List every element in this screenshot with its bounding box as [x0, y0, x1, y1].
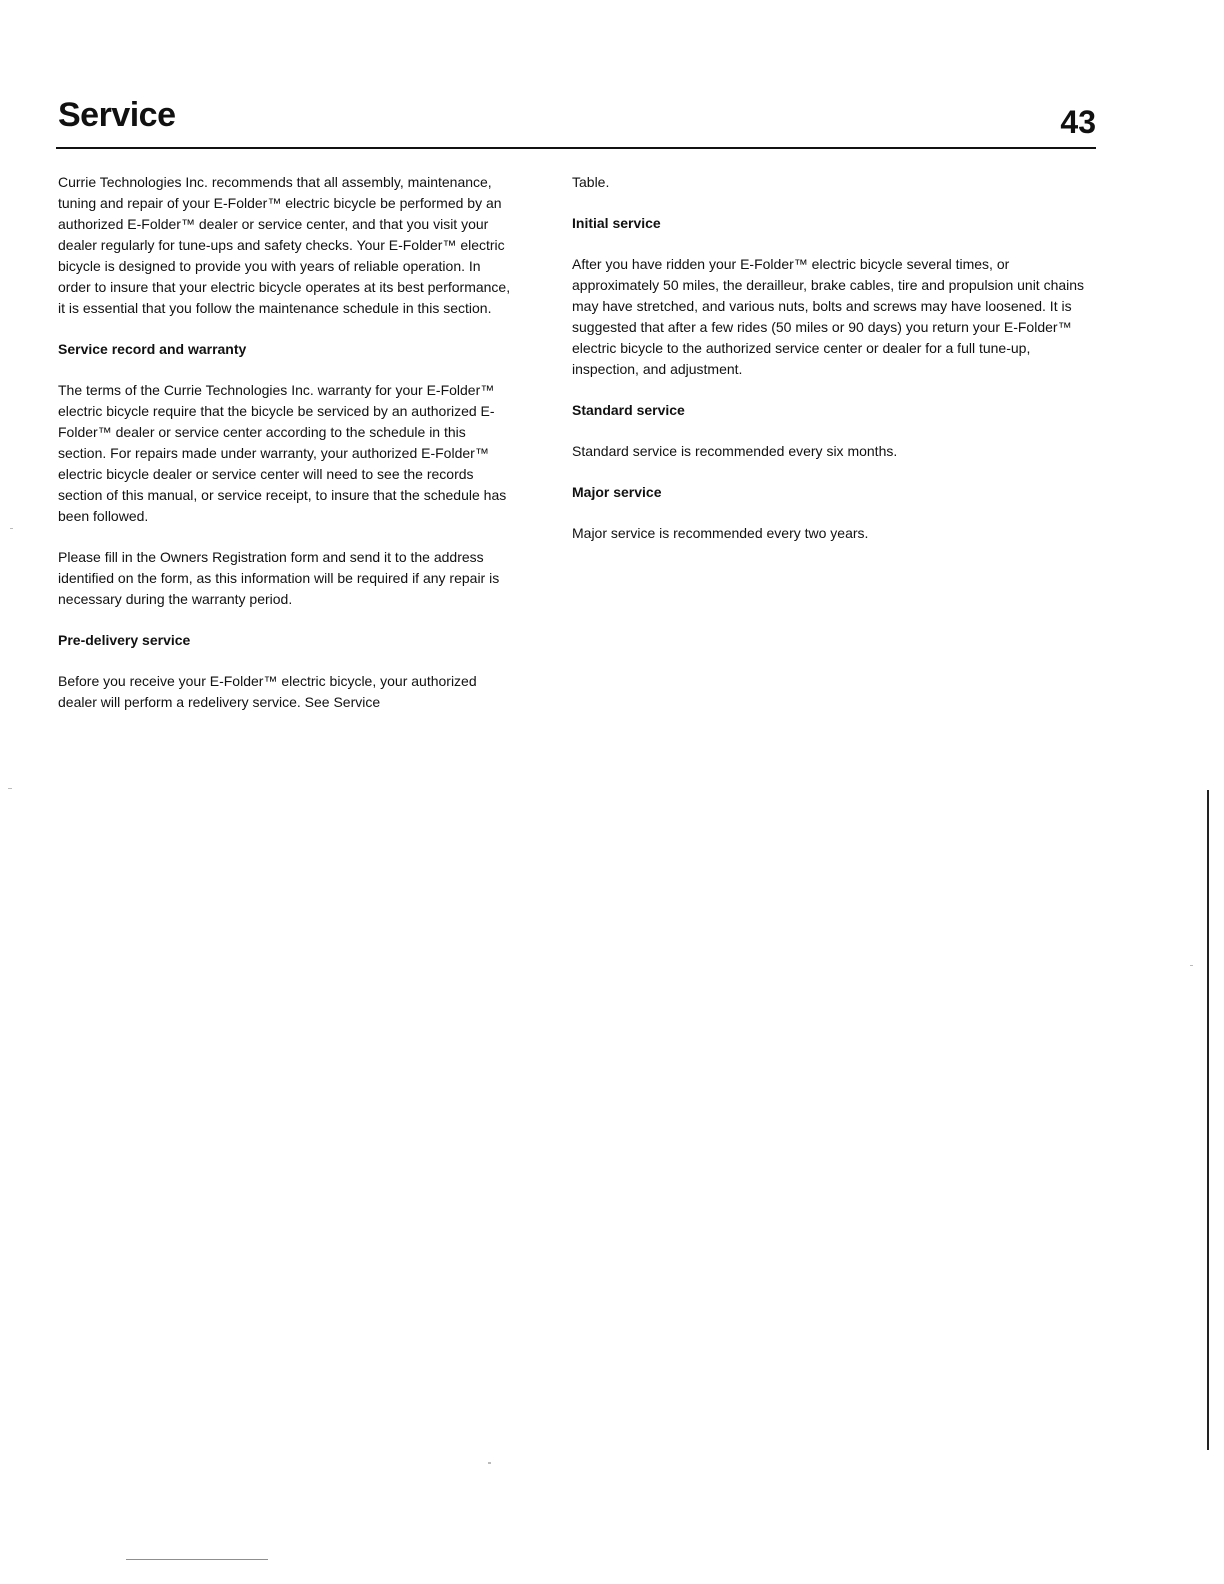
page-title: Service — [58, 96, 176, 134]
page-number: 43 — [1060, 104, 1096, 140]
predelivery-heading: Pre-delivery service — [58, 632, 191, 648]
footer-line — [126, 1559, 268, 1560]
standard-service-paragraph: Standard service is recommended every six months. — [572, 443, 898, 459]
header-rule — [56, 147, 1096, 149]
intro-paragraph: Currie Technologies Inc. recommends that all assembly, maintenance, tuning and repair of your E-Folder™ electric bicycle be performed by an authorized E-Folder™ dealer or service center, and that you visit your dealer regularly for tune-ups and safety checks. Your E-Folder™ electric bicycle is designed to provide you with years of reliable operation. In order to insure that your electric bicycle operates at its best performance, it is essential that you follow the maintenance schedule in this section. — [58, 174, 511, 316]
scan-speck — [488, 1462, 491, 1464]
warranty-paragraph: The terms of the Currie Technologies Inc. warranty for your E-Folder™ electric bicycle require that the bicycle be serviced by an authorized E-Folder™ dealer or service center according to the schedule in this section. For repairs made under warranty, your authorized E-Folder™ electric bicycle dealer or service center will need to see the records section of this manual, or service receipt, to insure that the schedule has been followed. — [58, 382, 507, 524]
scan-speck — [10, 528, 13, 529]
initial-service-heading: Initial service — [572, 215, 661, 231]
scan-speck — [8, 788, 12, 789]
major-service-paragraph: Major service is recommended every two years. — [572, 525, 869, 541]
standard-service-heading: Standard service — [572, 402, 685, 418]
page-header — [58, 96, 1096, 146]
warranty-heading: Service record and warranty — [58, 341, 247, 357]
major-service-heading: Major service — [572, 484, 662, 500]
initial-service-paragraph: After you have ridden your E-Folder™ electric bicycle several times, or approximately 50 miles, the derailleur, brake cables, tire and propulsion unit chains may have stretched, and various nuts, bolts and screws may have loosened. It is suggested that after a few rides (50 miles or 90 days) you return your E-Folder™ electric bicycle to the authorized service center or dealer for a full tune-up, inspection, and adjustment. — [572, 256, 1085, 377]
right-column — [572, 172, 1088, 564]
continuation-text: Table. — [572, 174, 610, 190]
left-column — [58, 172, 514, 733]
scan-speck — [1190, 965, 1193, 966]
registration-paragraph: Please fill in the Owners Registration form and send it to the address identified on the form, as this information will be required if any repair is necessary during the warranty period. — [58, 549, 500, 607]
predelivery-paragraph: Before you receive your E-Folder™ electric bicycle, your authorized dealer will perform a redelivery service. See Service — [58, 673, 477, 710]
scan-edge-line — [1207, 790, 1209, 1450]
